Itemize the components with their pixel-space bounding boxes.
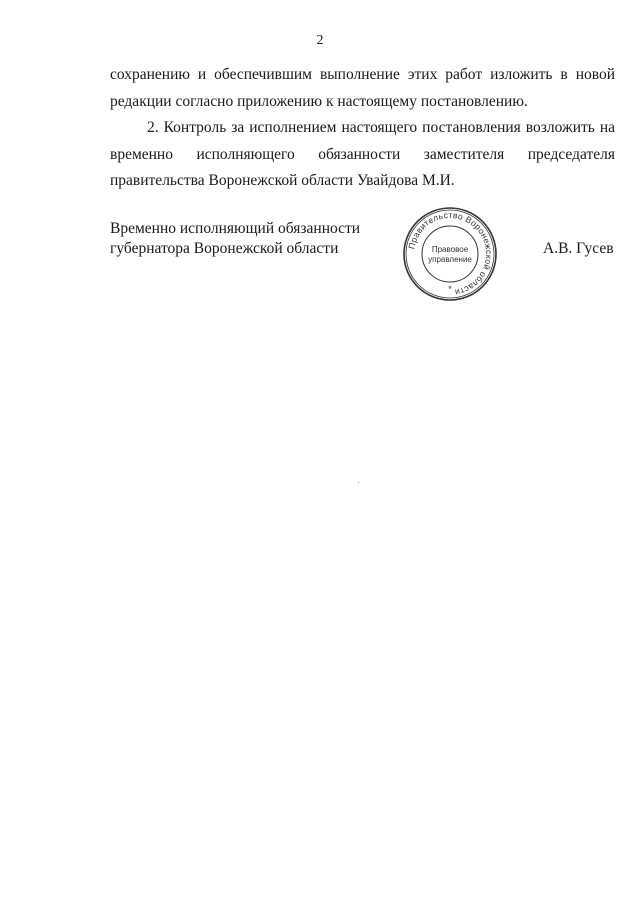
scan-speck bbox=[358, 482, 359, 483]
signatory-title-line-1: Временно исполняющий обязанности bbox=[110, 220, 361, 237]
body-line-5: правительства Воронежской области Увайдова М.И. bbox=[110, 172, 455, 189]
body-line-4: временно исполняющего обязанности заместителя председателя bbox=[110, 146, 615, 163]
stamp-center-line-1: Правовое bbox=[431, 245, 469, 254]
body-line-2: редакции согласно приложению к настоящему постановлению. bbox=[110, 93, 528, 110]
signatory-name: А.В. Гусев bbox=[543, 240, 614, 257]
page-number: 2 bbox=[316, 33, 324, 48]
body-line-3: 2. Контроль за исполнением настоящего постановления возложить на bbox=[147, 119, 615, 136]
stamp-star-icon: * bbox=[448, 284, 452, 294]
signatory-title-line-2: губернатора Воронежской области bbox=[110, 240, 339, 257]
stamp-center-line-2: управление bbox=[428, 255, 472, 264]
body-line-1: сохранению и обеспечившим выполнение этих работ изложить в новой bbox=[110, 66, 615, 83]
stamp-ring-text: Правительство Воронежской области bbox=[406, 209, 495, 298]
official-stamp bbox=[402, 206, 498, 302]
